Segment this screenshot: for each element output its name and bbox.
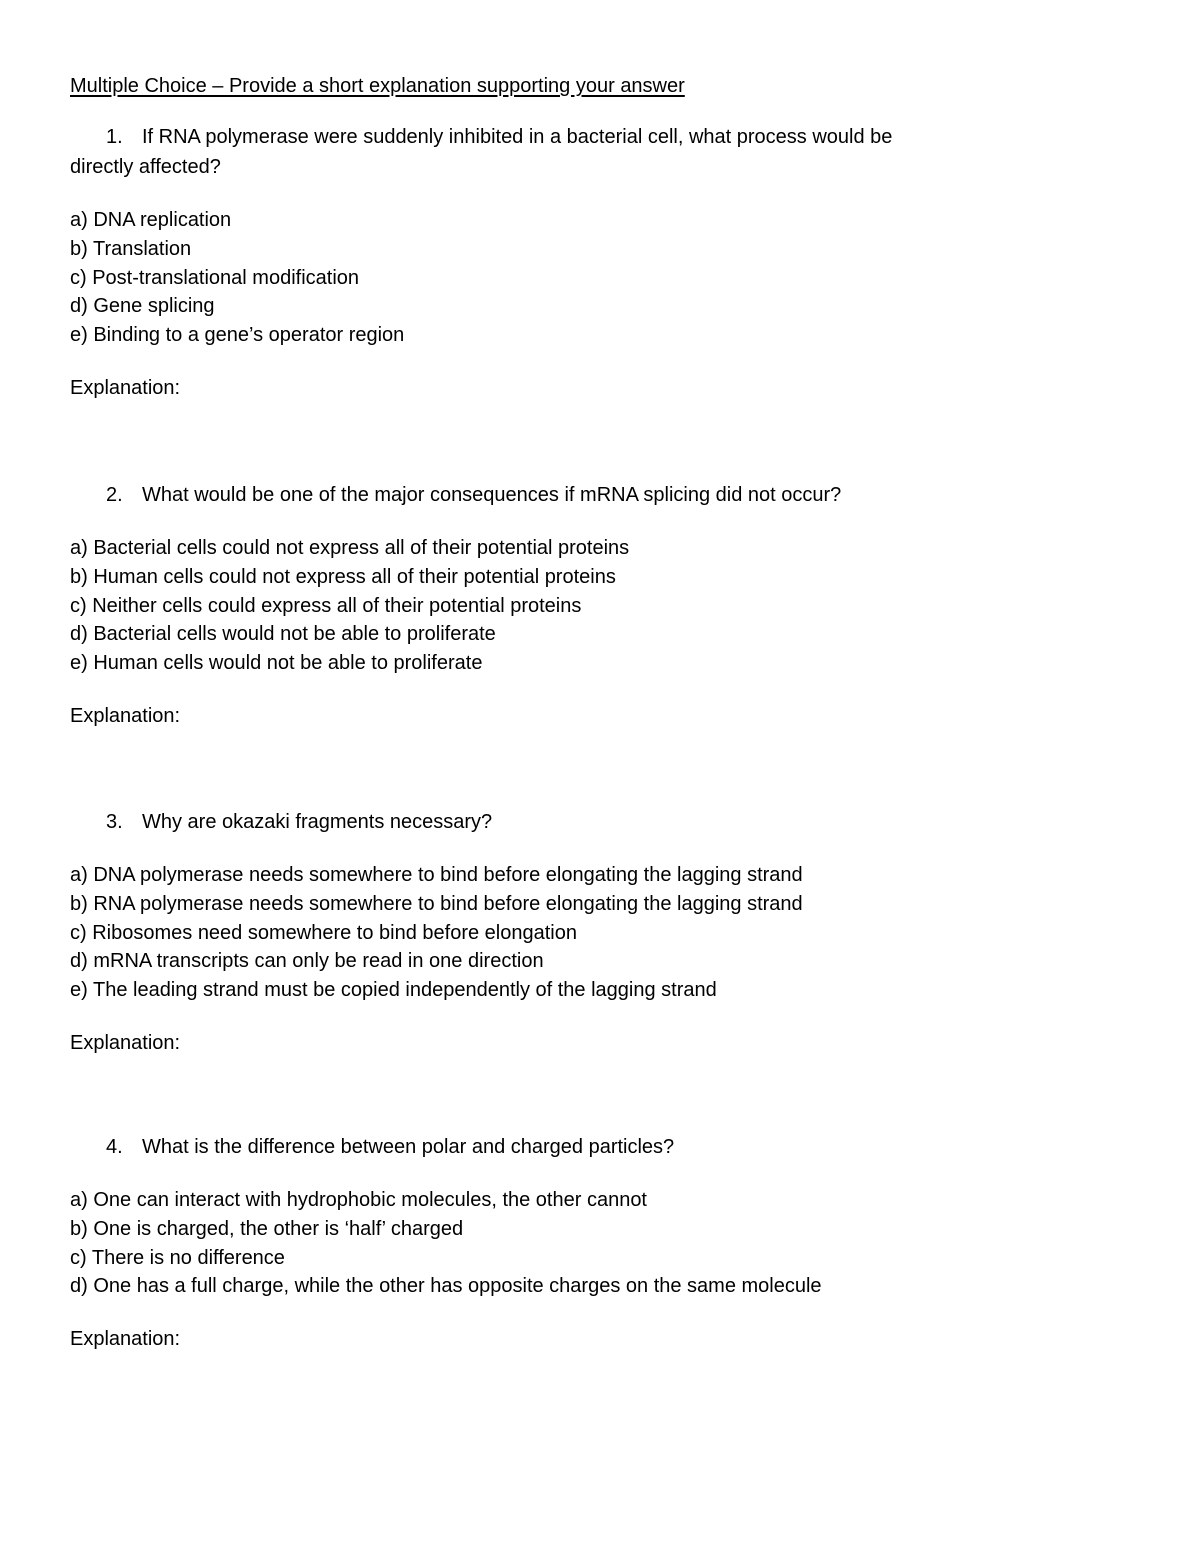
question-prompt bbox=[70, 1132, 1130, 1162]
choice-a: a) DNA replication bbox=[70, 209, 232, 231]
question-text: If RNA polymerase were suddenly inhibited in a bacterial cell, what process would be bbox=[142, 126, 893, 148]
question-prompt bbox=[70, 807, 1130, 837]
question-number: 4. bbox=[106, 1136, 123, 1158]
choice-c: c) There is no difference bbox=[70, 1246, 285, 1269]
question-prompt bbox=[70, 122, 1130, 152]
choice-c: c) Neither cells could express all of their potential proteins bbox=[70, 594, 582, 617]
question-1 bbox=[70, 122, 1130, 402]
choice-a: a) Bacterial cells could not express all of their potential proteins bbox=[70, 537, 630, 559]
question-4 bbox=[70, 1132, 1130, 1353]
choice-d: d) Bacterial cells would not be able to proliferate bbox=[70, 623, 496, 646]
choice-e: e) Binding to a gene’s operator region bbox=[70, 324, 405, 346]
choice-list bbox=[70, 861, 1130, 1005]
explanation-label: Explanation: bbox=[70, 1328, 181, 1350]
question-3 bbox=[70, 807, 1130, 1057]
choice-b: b) Translation bbox=[70, 237, 192, 260]
choice-d: d) mRNA transcripts can only be read in one direction bbox=[70, 950, 544, 973]
question-text-continued: directly affected? bbox=[70, 156, 221, 178]
choice-d: d) Gene splicing bbox=[70, 295, 215, 318]
choice-b: b) One is charged, the other is ‘half’ charged bbox=[70, 1217, 464, 1240]
choice-e: e) The leading strand must be copied independently of the lagging strand bbox=[70, 979, 717, 1001]
question-2 bbox=[70, 480, 1130, 730]
choice-a: a) DNA polymerase needs somewhere to bind before elongating the lagging strand bbox=[70, 864, 803, 886]
page-heading: Multiple Choice – Provide a short explanation supporting your answer bbox=[70, 75, 685, 97]
choice-b: b) Human cells could not express all of their potential proteins bbox=[70, 565, 616, 588]
choice-e: e) Human cells would not be able to proliferate bbox=[70, 652, 483, 674]
explanation-label: Explanation: bbox=[70, 1031, 181, 1054]
choice-list bbox=[70, 534, 1130, 678]
choice-c: c) Ribosomes need somewhere to bind before elongation bbox=[70, 921, 577, 944]
question-text: What would be one of the major consequences if mRNA splicing did not occur? bbox=[142, 484, 842, 506]
choice-list bbox=[70, 206, 1130, 350]
question-prompt bbox=[70, 480, 1130, 510]
question-text: What is the difference between polar and charged particles? bbox=[142, 1136, 675, 1158]
choice-list bbox=[70, 1186, 1130, 1301]
question-number: 2. bbox=[106, 484, 123, 506]
question-text: Why are okazaki fragments necessary? bbox=[142, 811, 493, 833]
explanation-label: Explanation: bbox=[70, 376, 181, 399]
choice-a: a) One can interact with hydrophobic molecules, the other cannot bbox=[70, 1189, 647, 1211]
explanation-label: Explanation: bbox=[70, 704, 181, 727]
question-number: 3. bbox=[106, 811, 123, 833]
choice-b: b) RNA polymerase needs somewhere to bind before elongating the lagging strand bbox=[70, 892, 803, 915]
choice-c: c) Post-translational modification bbox=[70, 266, 360, 289]
choice-d: d) One has a full charge, while the other has opposite charges on the same molecule bbox=[70, 1275, 822, 1298]
question-number: 1. bbox=[106, 126, 123, 148]
